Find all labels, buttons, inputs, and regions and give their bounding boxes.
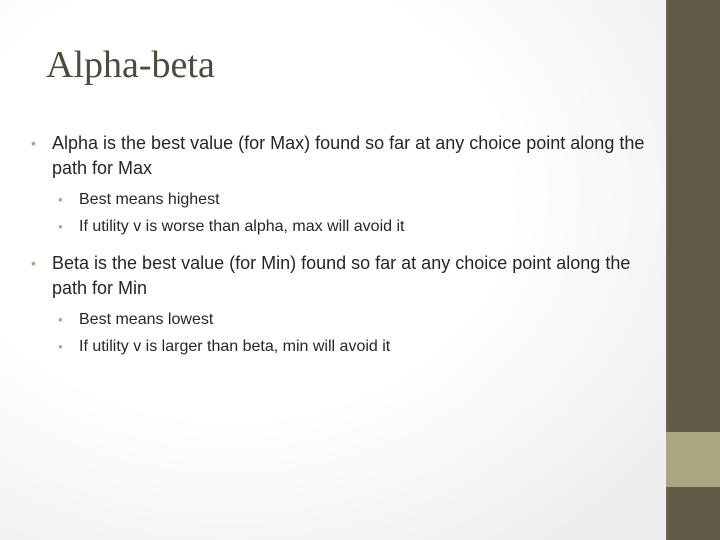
bullet-item: [30, 131, 645, 181]
decorative-sidebar: [666, 0, 720, 540]
bullet-group-alpha: [30, 131, 645, 239]
slide-content: [30, 131, 645, 371]
bullet-text: Beta is the best value (for Min) found so far at any choice point along the path for Min: [52, 253, 631, 298]
bullet-icon: •: [58, 219, 63, 234]
bullet-group-beta: [30, 251, 645, 359]
sub-bullet-text: If utility v is larger than beta, min will avoid it: [79, 338, 391, 355]
bullet-icon: •: [31, 135, 36, 151]
bullet-item: [30, 251, 645, 301]
sidebar-accent-block: [666, 432, 720, 487]
bullet-icon: •: [31, 255, 36, 271]
slide-title: Alpha-beta: [46, 44, 215, 86]
bullet-icon: •: [58, 312, 63, 327]
bullet-text: Alpha is the best value (for Max) found so far at any choice point along the path for Max: [52, 133, 645, 178]
sub-bullet-item: [30, 334, 645, 359]
sub-bullet-text: If utility v is worse than alpha, max will avoid it: [79, 218, 405, 235]
sub-bullet-text: Best means lowest: [79, 311, 214, 328]
sub-bullet-item: [30, 307, 645, 332]
sub-bullet-list: [30, 307, 645, 359]
sub-bullet-item: [30, 187, 645, 212]
bullet-icon: •: [58, 192, 63, 207]
sub-bullet-item: [30, 214, 645, 239]
sub-bullet-list: [30, 187, 645, 239]
bullet-icon: •: [58, 339, 63, 354]
sub-bullet-text: Best means highest: [79, 191, 220, 208]
